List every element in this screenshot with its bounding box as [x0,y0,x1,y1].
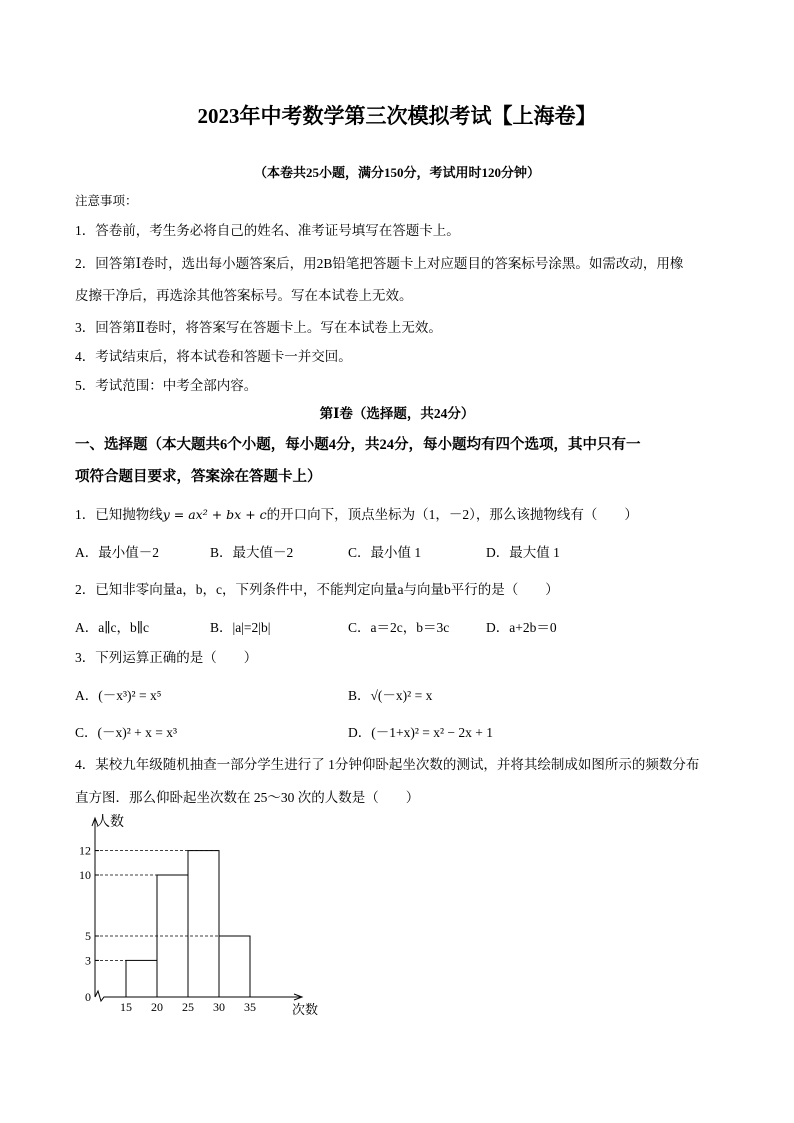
histogram-chart [70,808,340,1023]
q1-prefix: 1．已知抛物线 [75,507,163,522]
q1-option-a[interactable]: A．最小值－2 [75,545,159,560]
histogram-bar [126,960,157,997]
x-tick-label: 35 [244,1000,256,1014]
notes-heading: 注意事项： [75,194,138,208]
q2-option-a[interactable]: A．a∥c，b∥c [75,620,149,635]
q1-suffix: 的开口向下，顶点坐标为（1，－2），那么该抛物线有（ ） [266,507,638,522]
y-tick-label: 5 [85,929,91,943]
note-item: 3．回答第Ⅱ卷时，将答案写在答题卡上。写在本试卷上无效。 [75,320,442,335]
q3-option-b[interactable]: B．√(－x)² = x [348,688,433,703]
x-tick-label: 20 [151,1000,163,1014]
q1-option-d[interactable]: D．最大值 1 [486,545,560,560]
q2-option-b[interactable]: B．|a|=2|b| [210,620,271,635]
question-4-line2: 直方图．那么仰卧起坐次数在 25～30 次的人数是（ ） [75,790,420,805]
section-heading-line2: 项符合题目要求，答案涂在答题卡上） [75,469,322,485]
question-4-line1: 4．某校九年级随机抽查一部分学生进行了 1分钟仰卧起坐次数的测试，并将其绘制成如图所示的频数分布 [75,757,700,772]
section-heading-line1: 一、选择题（本大题共6个小题，每小题4分，共24分，每小题均有四个选项，其中只有一 [75,437,641,453]
q3-option-c[interactable]: C．(－x)² + x = x³ [75,725,178,740]
y-tick-label: 12 [79,843,91,858]
page-title: 2023年中考数学第三次模拟考试【上海卷】 [197,104,597,128]
page-subtitle: （本卷共25小题，满分150分，考试用时120分钟） [253,165,540,180]
x-axis-label: 次数 [292,1002,319,1017]
question-1-stem [75,503,638,523]
note-item: 2．回答第Ⅰ卷时，选出每小题答案后，用2B铅笔把答题卡上对应题目的答案标号涂黑。如需改动，用橡 [75,256,684,271]
q1-formula: y = ax² + bx + c [162,507,267,522]
x-tick-label: 30 [213,1000,225,1014]
q1-option-c[interactable]: C．最小值 1 [348,545,422,560]
y-tick-label: 3 [85,953,91,968]
histogram-bar [188,851,219,997]
section-title: 第Ⅰ卷（选择题，共24分） [319,406,475,421]
x-tick-label: 15 [120,1000,132,1014]
q2-option-d[interactable]: D．a+2b＝0 [486,620,557,635]
q3-option-d[interactable]: D．(－1+x)² = x² − 2x + 1 [348,725,494,740]
note-item: 4．考试结束后，将本试卷和答题卡一并交回。 [75,349,352,364]
y-axis-label: 人数 [96,815,124,830]
question-2-stem: 2．已知非零向量a，b，c，下列条件中，不能判定向量a与向量b平行的是（ ） [75,582,559,597]
q2-option-c[interactable]: C．a＝2c，b＝3c [348,620,450,635]
x-tick-label: 25 [182,1000,194,1014]
question-3-stem: 3．下列运算正确的是（ ） [75,650,258,665]
y-tick-label: 10 [79,868,91,882]
q1-option-b[interactable]: B．最大值－2 [210,545,294,560]
q3-option-a[interactable]: A．(－x³)² = x⁵ [75,688,162,703]
note-item: 1．答卷前，考生务必将自己的姓名、准考证号填写在答题卡上。 [75,223,460,238]
note-item: 5．考试范围：中考全部内容。 [75,378,258,393]
histogram-bar [219,936,250,997]
note-item: 皮擦干净后，再选涂其他答案标号。写在本试卷上无效。 [75,288,413,303]
y-tick-label: 0 [85,990,91,1004]
